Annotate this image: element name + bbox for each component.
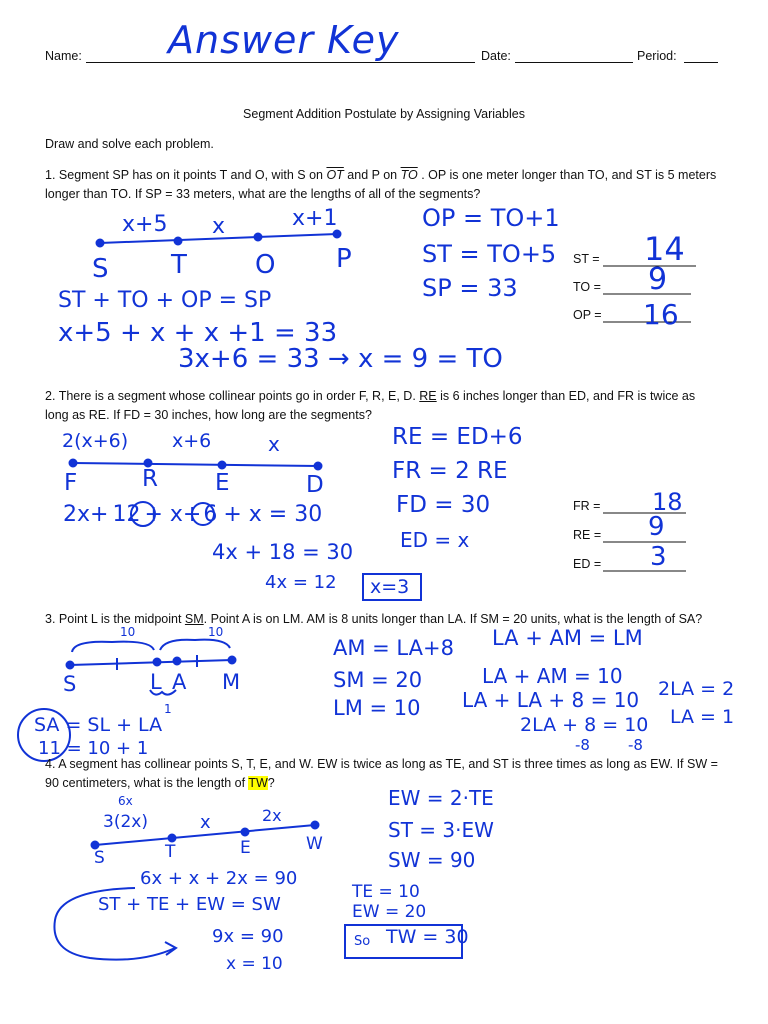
problem-3-given-1: AM = LA+8: [333, 636, 454, 660]
problem-1-answer-to: 9: [648, 262, 668, 297]
problem-4-result-tw: TW = 30: [386, 926, 469, 948]
problem-2-work-4: x=3: [370, 576, 410, 598]
period-label: Period:: [637, 49, 677, 63]
ray-ot: $\overline{OT}$: [326, 168, 344, 182]
problem-4-result-so: So: [354, 934, 371, 949]
problem-3-number: 3.: [45, 612, 56, 626]
problem-3-point-s: S: [63, 672, 77, 696]
problem-1-text: 1. Segment SP has on it points T and O, with S on $\overline{OT}$ and P on $\overline{TO}$ . OP is one meter longer than TO, and ST is 5 meters longer than TO. If SP = 33 meters, what are the lengths of all of the segments?: [45, 168, 717, 201]
problem-3-point-m: M: [222, 670, 241, 694]
problem-3-work-1: LA + AM = 10: [482, 664, 623, 688]
problem-2-segment: [70, 460, 422, 601]
problem-2-number: 2.: [45, 389, 56, 403]
problem-3-work-6: 2LA = 2: [658, 678, 735, 700]
problem-2-work-2: 4x + 18 = 30: [212, 540, 354, 564]
problem-4-point-t: T: [165, 842, 176, 862]
problem-2-point-f: F: [64, 470, 78, 496]
problem-3-work-5: -8: [628, 736, 643, 754]
problem-1-answer-op-label: OP =: [573, 308, 602, 322]
problem-2-segment-label-2: x+6: [172, 430, 212, 452]
problem-2-answer-ed-label: ED =: [573, 557, 602, 571]
problem-2-given-4: ED = x: [400, 528, 470, 552]
problem-3-left-work-1: SA = SL + LA: [34, 714, 163, 736]
problem-2-point-e: E: [215, 470, 230, 496]
problem-4-work-2: ST + TE + EW = SW: [98, 894, 281, 915]
problem-1-point-o: O: [255, 250, 276, 280]
problem-4-work-3: 9x = 90: [212, 926, 284, 947]
problem-4-segment-label-1: 3(2x): [103, 812, 148, 832]
problem-1-answer-st-label: ST =: [573, 252, 600, 266]
worksheet-title: Segment Addition Postulate by Assigning Variables: [243, 107, 525, 121]
problem-1-answer-st: 14: [644, 230, 685, 268]
problem-1-given-1: OP = TO+1: [422, 204, 560, 232]
problem-1-point-t: T: [171, 250, 187, 280]
problem-4-result-te: TE = 10: [352, 882, 420, 902]
problem-2-segment-label-1: 2(x+6): [62, 430, 129, 452]
problem-4-given-2: ST = 3·EW: [388, 818, 494, 842]
problem-4-given-3: SW = 90: [388, 848, 476, 872]
problem-3-given-2: SM = 20: [333, 668, 423, 692]
problem-1-point-p: P: [336, 244, 352, 274]
problem-3-brace-label-2: 10: [208, 625, 224, 639]
problem-3-point-l: L: [150, 670, 162, 694]
problem-3-work-2: LA + LA + 8 = 10: [462, 688, 640, 712]
problem-3-work-3: 2LA + 8 = 10: [520, 714, 649, 736]
problem-3-work-4: -8: [575, 736, 590, 754]
problem-4-point-e: E: [240, 838, 251, 858]
problem-1-number: 1.: [45, 168, 56, 182]
problem-4-result-ew: EW = 20: [352, 902, 427, 922]
problem-3-work-7: LA = 1: [670, 706, 735, 728]
problem-4-segment-label-3: 2x: [262, 806, 282, 825]
problem-4-point-s: S: [94, 848, 105, 868]
problem-2-given-1: RE = ED+6: [392, 424, 523, 450]
problem-2-answer-re: 9: [648, 512, 665, 542]
problem-2-work-line-1: 2x+ 12 + x+6 + x = 30: [63, 502, 323, 527]
problem-4-point-w: W: [306, 834, 323, 854]
problem-3-top-right: LA + AM = LM: [492, 626, 643, 650]
problem-3-brace-label-1: 10: [120, 625, 136, 639]
directions: Draw and solve each problem.: [45, 137, 214, 151]
problem-4-work-4: x = 10: [226, 954, 283, 974]
problem-3-point-a: A: [172, 670, 187, 694]
problem-1-answer-to-label: TO =: [573, 280, 601, 294]
problem-1-work-1: ST + TO + OP = SP: [58, 288, 272, 313]
problem-2-answer-fr-label: FR =: [573, 499, 601, 513]
problem-2-work-3: 4x = 12: [265, 572, 337, 593]
problem-2-answer-fr: 18: [652, 488, 683, 516]
problem-4-text: 4. A segment has collinear points S, T, E, and W. EW is twice as long as TE, and ST is three times as long as EW. If SW = 90 centimeters, what is the length of TW?: [45, 757, 718, 790]
problem-2-point-r: R: [142, 466, 158, 492]
problem-2-segment-label-3: x: [268, 432, 280, 456]
problem-2-answer-re-label: RE =: [573, 528, 602, 542]
date-label: Date:: [481, 49, 511, 63]
problem-2-point-d: D: [306, 472, 324, 498]
problem-1-given-3: SP = 33: [422, 274, 518, 302]
problem-1-point-s: S: [92, 254, 109, 284]
ray-to: $\overline{TO}$: [400, 168, 418, 182]
problem-1-given-2: ST = TO+5: [422, 240, 557, 268]
problem-1-work-3: 3x+6 = 33 → x = 9 = TO: [178, 344, 503, 374]
problem-1-segment-label-3: x+1: [292, 206, 338, 231]
problem-3-text: 3. Point L is the midpoint SM. Point A is on LM. AM is 8 units longer than LA. If SM = 20 units, what is the length of SA?: [45, 612, 703, 626]
name-value-handwritten: Answer Key: [168, 18, 400, 62]
problem-4-work-1: 6x + x + 2x = 90: [140, 868, 298, 889]
problem-3-brace-label-3: 1: [164, 702, 172, 716]
problem-1-answer-op: 16: [643, 298, 679, 331]
problem-1-segment-label-2: x: [212, 214, 226, 239]
problem-2-text: 2. There is a segment whose collinear points go in order F, R, E, D. RE is 6 inches longer than ED, and FR is twice as long as RE. If FD = 30 inches, how long are the segments?: [45, 389, 696, 422]
problem-1-segment-label-1: x+5: [122, 212, 168, 237]
problem-1-work-2: x+5 + x + x +1 = 33: [58, 318, 338, 348]
problem-4-above-label: 6x: [118, 794, 133, 808]
name-label: Name:: [45, 49, 82, 63]
problem-2-answer-ed: 3: [650, 542, 667, 572]
problem-4-given-1: EW = 2·TE: [388, 786, 494, 810]
problem-3-left-work-2: 11 = 10 + 1: [38, 738, 149, 759]
problem-4-number: 4.: [45, 757, 56, 771]
problem-4-segment-label-2: x: [200, 812, 211, 833]
problem-2-given-3: FD = 30: [396, 492, 491, 518]
problem-3-given-3: LM = 10: [333, 696, 421, 720]
problem-2-given-2: FR = 2 RE: [392, 458, 508, 484]
